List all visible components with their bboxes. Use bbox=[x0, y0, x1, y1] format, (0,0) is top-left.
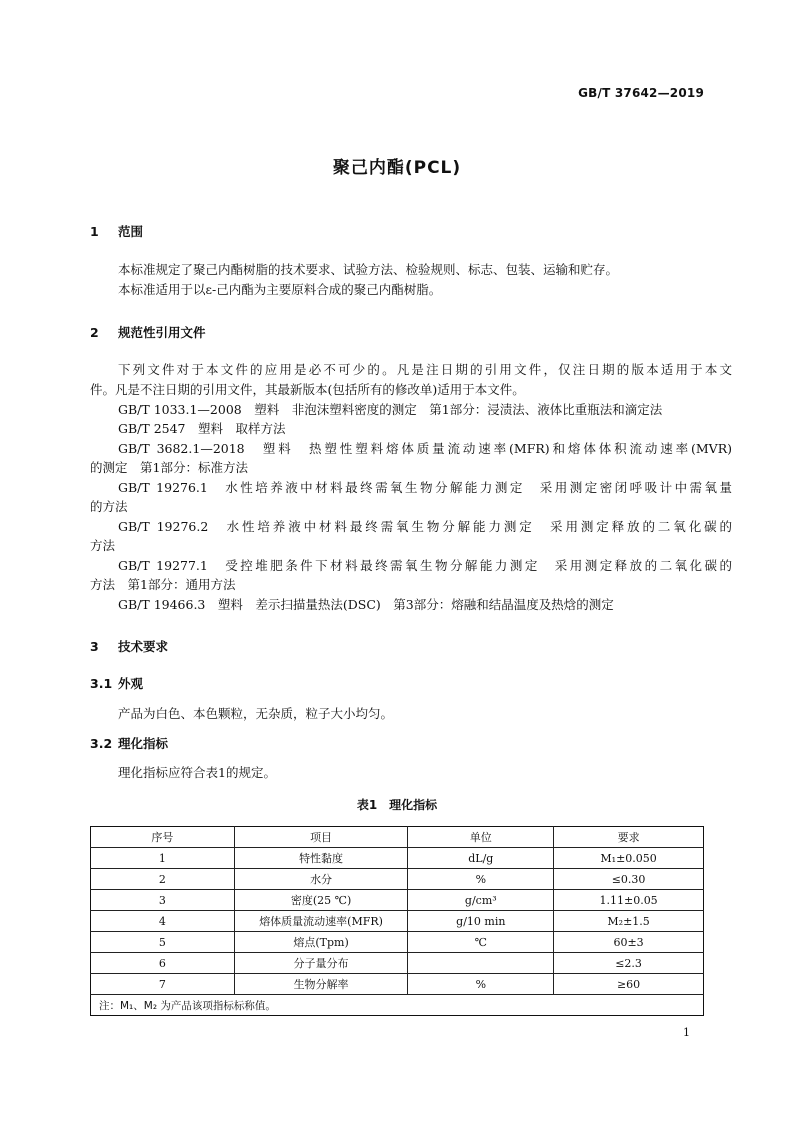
section-number: 3 bbox=[90, 639, 99, 654]
table-cell: 密度(25 ℃) bbox=[234, 890, 408, 911]
table-cell: 熔体质量流动速率(MFR) bbox=[234, 911, 408, 932]
subsection-3-2-heading bbox=[90, 734, 168, 752]
table-cell: dL/g bbox=[408, 848, 554, 869]
paragraph: 件。凡是不注日期的引用文件，其最新版本(包括所有的修改单)适用于本文件。 bbox=[90, 382, 525, 397]
section-number: 3.1 bbox=[90, 676, 113, 691]
table-cell: M₁±0.050 bbox=[554, 848, 704, 869]
table-caption: 表1 理化指标 bbox=[356, 798, 438, 812]
table-cell: g/10 min bbox=[408, 911, 554, 932]
table-cell: 6 bbox=[91, 953, 235, 974]
table-cell: % bbox=[408, 974, 554, 995]
table-cell: 生物分解率 bbox=[234, 974, 408, 995]
table-row bbox=[91, 932, 704, 953]
section-3-heading bbox=[90, 637, 168, 655]
reference-item-continued: 方法 第1部分：通用方法 bbox=[90, 577, 236, 592]
reference-item: GB/T 19277.1 受控堆肥条件下材料最终需氧生物分解能力测定 采用测定释放的二氧化碳的 bbox=[118, 558, 732, 573]
table-cell: M₂±1.5 bbox=[554, 911, 704, 932]
reference-item: GB/T 1033.1—2008 塑料 非泡沫塑料密度的测定 第1部分：浸渍法、液体比重瓶法和滴定法 bbox=[118, 402, 663, 417]
table-note-row bbox=[91, 995, 704, 1016]
table-note: 注：M₁、M₂ 为产品该项指标标称值。 bbox=[91, 995, 704, 1016]
page-number: 1 bbox=[683, 1026, 690, 1039]
standard-code: GB/T 37642—2019 bbox=[578, 86, 704, 100]
reference-item: GB/T 19466.3 塑料 差示扫描量热法(DSC) 第3部分：熔融和结晶温度及热焓的测定 bbox=[118, 597, 614, 612]
reference-item: GB/T 3682.1—2018 塑料 热塑性塑料熔体质量流动速率(MFR)和熔体体积流动速率(MVR) bbox=[118, 441, 732, 456]
section-title: 规范性引用文件 bbox=[118, 325, 206, 340]
table-cell: 1 bbox=[91, 848, 235, 869]
table-cell: 4 bbox=[91, 911, 235, 932]
paragraph: 本标准规定了聚己内酯树脂的技术要求、试验方法、检验规则、标志、包装、运输和贮存。 bbox=[118, 262, 619, 277]
column-header: 序号 bbox=[91, 827, 235, 848]
section-title: 理化指标 bbox=[118, 736, 169, 751]
section-number: 2 bbox=[90, 325, 99, 340]
column-header: 项目 bbox=[234, 827, 408, 848]
document-title: 聚己内酯(PCL) bbox=[332, 158, 462, 178]
reference-item: GB/T 19276.1 水性培养液中材料最终需氧生物分解能力测定 采用测定密闭呼吸计中需氧量 bbox=[118, 480, 732, 495]
reference-item-continued: 的方法 bbox=[90, 499, 128, 514]
section-number: 1 bbox=[90, 224, 99, 239]
table-cell: 7 bbox=[91, 974, 235, 995]
table-cell: 5 bbox=[91, 932, 235, 953]
table-cell bbox=[408, 953, 554, 974]
section-1-heading bbox=[90, 222, 143, 240]
table-cell: g/cm³ bbox=[408, 890, 554, 911]
table-cell: ≤0.30 bbox=[554, 869, 704, 890]
table-cell: 60±3 bbox=[554, 932, 704, 953]
table-cell: ≤2.3 bbox=[554, 953, 704, 974]
table-cell: ℃ bbox=[408, 932, 554, 953]
table-cell: 1.11±0.05 bbox=[554, 890, 704, 911]
table-row bbox=[91, 848, 704, 869]
paragraph: 产品为白色、本色颗粒，无杂质，粒子大小均匀。 bbox=[118, 706, 394, 721]
table-cell: 特性黏度 bbox=[234, 848, 408, 869]
table-cell: % bbox=[408, 869, 554, 890]
column-header: 单位 bbox=[408, 827, 554, 848]
table-cell: 水分 bbox=[234, 869, 408, 890]
table-row bbox=[91, 953, 704, 974]
table-cell: 2 bbox=[91, 869, 235, 890]
table-cell: 熔点(Tpm) bbox=[234, 932, 408, 953]
section-title: 外观 bbox=[118, 676, 144, 691]
reference-item: GB/T 2547 塑料 取样方法 bbox=[118, 421, 286, 436]
table-row bbox=[91, 974, 704, 995]
section-2-heading bbox=[90, 323, 206, 341]
subsection-3-1-heading bbox=[90, 674, 143, 692]
reference-item: GB/T 19276.2 水性培养液中材料最终需氧生物分解能力测定 采用测定释放的二氧化碳的 bbox=[118, 519, 732, 534]
table-cell: ≥60 bbox=[554, 974, 704, 995]
paragraph: 理化指标应符合表1的规定。 bbox=[118, 765, 276, 780]
reference-item-continued: 方法 bbox=[90, 538, 116, 553]
section-title: 技术要求 bbox=[118, 639, 169, 654]
table-row bbox=[91, 869, 704, 890]
table-cell: 分子量分布 bbox=[234, 953, 408, 974]
reference-item-continued: 的测定 第1部分：标准方法 bbox=[90, 460, 248, 475]
column-header: 要求 bbox=[554, 827, 704, 848]
table-row bbox=[91, 911, 704, 932]
section-number: 3.2 bbox=[90, 736, 113, 751]
table-row bbox=[91, 890, 704, 911]
table-cell: 3 bbox=[91, 890, 235, 911]
paragraph: 下列文件对于本文件的应用是必不可少的。凡是注日期的引用文件，仅注日期的版本适用于本文 bbox=[118, 362, 732, 377]
table-header-row bbox=[91, 827, 704, 848]
section-title: 范围 bbox=[118, 224, 144, 239]
properties-table bbox=[90, 826, 704, 1016]
paragraph: 本标准适用于以ε-己内酯为主要原料合成的聚己内酯树脂。 bbox=[118, 282, 442, 297]
